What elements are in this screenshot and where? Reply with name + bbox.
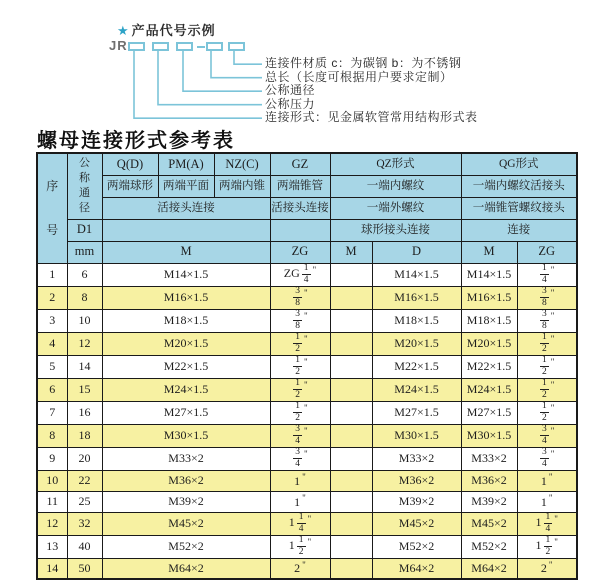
cell-qg-m: M18×1.5 [461,309,517,332]
cell-qg-m: M36×2 [461,470,517,491]
cell-m-thread: M14×1.5 [102,263,270,286]
cell-gz-zg: $\frac{1}{2}$ " [270,401,330,424]
cell-qg-zg: $\frac{1}{4}$ " [517,263,577,286]
header-q-desc: 两端球形 [102,175,158,197]
cell-seq: 8 [37,424,67,447]
header-qz-desc1: 一端内螺纹 [330,175,461,197]
cell-qz-d: M39×2 [372,491,461,512]
cell-dn-mm: 12 [67,332,102,355]
cell-m-thread: M30×1.5 [102,424,270,447]
cell-seq: 5 [37,355,67,378]
diagram-heading [117,20,216,39]
diagram-label-5: 连接形式：见金属软管常用结构形式表 [265,110,478,124]
cell-qg-m: M16×1.5 [461,286,517,309]
cell-dn-mm: 40 [67,535,102,558]
cell-qz-d: M18×1.5 [372,309,461,332]
cell-m-thread: M64×2 [102,558,270,579]
cell-gz-zg: $\frac{3}{4}$ " [270,424,330,447]
cell-seq: 1 [37,263,67,286]
cell-qg-zg: 1 $\frac{1}{2}$ " [517,535,577,558]
cell-seq: 6 [37,378,67,401]
header-joint-gz: 活接头连接 [270,197,330,219]
table-row [37,491,577,512]
star-icon: ★ [117,23,130,38]
cell-qg-m: M64×2 [461,558,517,579]
cell-qz-m [330,355,372,378]
cell-dn-mm: 18 [67,424,102,447]
diagram-heading-text: 产品代号示例 [131,23,216,38]
cell-qz-d: M45×2 [372,512,461,535]
cell-seq: 13 [37,535,67,558]
cell-dn-mm: 8 [67,286,102,309]
cell-qz-d: M16×1.5 [372,286,461,309]
cell-qz-m [330,401,372,424]
cell-qz-d: M33×2 [372,447,461,470]
cell-qg-zg: 1 " [517,491,577,512]
cell-gz-zg: $\frac{3}{8}$ " [270,309,330,332]
header-empty-gz [270,219,330,241]
cell-gz-zg: 1 " [270,491,330,512]
cell-dn-mm: 20 [67,447,102,470]
table-row [37,378,577,401]
header-qg-zg: ZG [517,241,577,263]
header-qg-m: M [461,241,517,263]
cell-qz-m [330,491,372,512]
cell-qz-m [330,263,372,286]
header-col-q: Q(D) [102,153,158,175]
header-col-gz: GZ [270,153,330,175]
header-gz-desc: 两端锥管 [270,175,330,197]
header-qz-connect: 球形接头连接 [330,219,461,241]
header-qg-connect: 连接 [461,219,577,241]
table-row [37,424,577,447]
header-qg-desc1: 一端内螺纹活接头 [461,175,577,197]
cell-qg-zg: 2 " [517,558,577,579]
table-row [37,535,577,558]
table-row [37,332,577,355]
cell-qg-zg: $\frac{1}{2}$ " [517,355,577,378]
code-prefix: JR [109,38,128,53]
cell-qg-zg: $\frac{3}{4}$ " [517,424,577,447]
cell-dn-mm: 22 [67,470,102,491]
cell-seq: 11 [37,491,67,512]
diagram-label-1: 连接件材质 c：为碳钢 b：为不锈钢 [265,56,462,70]
header-col-qz: QZ形式 [330,153,461,175]
header-pm-desc: 两端平面 [158,175,214,197]
table-row [37,558,577,579]
code-box-2 [152,42,169,51]
cell-seq: 3 [37,309,67,332]
cell-gz-zg: 2 " [270,558,330,579]
code-box-3 [176,42,193,51]
table-row [37,512,577,535]
diagram-label-3: 公称通径 [265,83,316,97]
cell-qg-zg: 1 $\frac{1}{4}$ " [517,512,577,535]
cell-qz-m [330,332,372,355]
table-row [37,355,577,378]
cell-dn-mm: 15 [67,378,102,401]
cell-seq: 4 [37,332,67,355]
cell-qz-d: M36×2 [372,470,461,491]
cell-seq: 7 [37,401,67,424]
cell-m-thread: M16×1.5 [102,286,270,309]
cell-qg-m: M30×1.5 [461,424,517,447]
table-row [37,470,577,491]
cell-qg-zg: $\frac{3}{4}$ " [517,447,577,470]
cell-m-thread: M33×2 [102,447,270,470]
cell-gz-zg: ZG $\frac{1}{4}$ " [270,263,330,286]
code-box-1 [128,42,145,51]
header-qz-m: M [330,241,372,263]
diagram-labels [265,57,478,125]
header-seq: 序号 [37,153,67,263]
table-row [37,447,577,470]
code-box-5 [228,42,245,51]
cell-qg-zg: $\frac{1}{2}$ " [517,378,577,401]
cell-qz-d: M30×1.5 [372,424,461,447]
header-nominal-diameter: 公称通径 [67,153,102,219]
cell-qz-m [330,512,372,535]
cell-qg-m: M33×2 [461,447,517,470]
cell-qz-m [330,470,372,491]
cell-qz-m [330,535,372,558]
cell-qg-m: M24×1.5 [461,378,517,401]
cell-m-thread: M45×2 [102,512,270,535]
cell-m-thread: M39×2 [102,491,270,512]
cell-qz-m [330,378,372,401]
table-row [37,263,577,286]
header-qz-desc2: 一端外螺纹 [330,197,461,219]
cell-qz-d: M22×1.5 [372,355,461,378]
cell-qz-d: M52×2 [372,535,461,558]
diagram-label-4: 公称压力 [265,96,316,111]
cell-dn-mm: 50 [67,558,102,579]
cell-gz-zg: 1 $\frac{1}{4}$ " [270,512,330,535]
cell-gz-zg: $\frac{3}{4}$ " [270,447,330,470]
cell-qz-d: M14×1.5 [372,263,461,286]
cell-qz-m [330,424,372,447]
cell-gz-zg: $\frac{1}{2}$ " [270,355,330,378]
cell-gz-zg: $\frac{1}{2}$ " [270,332,330,355]
header-d1: D1 [67,219,102,241]
table-title: 螺母连接形式参考表 [37,130,235,152]
cell-qg-zg: $\frac{1}{2}$ " [517,401,577,424]
cell-gz-zg: $\frac{1}{2}$ " [270,378,330,401]
cell-seq: 10 [37,470,67,491]
cell-dn-mm: 6 [67,263,102,286]
header-m-span: M [102,241,270,263]
table-row [37,286,577,309]
cell-qg-m: M27×1.5 [461,401,517,424]
header-qz-d: D [372,241,461,263]
reference-table [36,152,578,580]
cell-qg-zg: $\frac{1}{2}$ " [517,332,577,355]
diagram-label-2: 总长（长度可根据用户要求定制） [265,69,453,84]
cell-seq: 14 [37,558,67,579]
cell-qz-m [330,558,372,579]
cell-gz-zg: $\frac{3}{8}$ " [270,286,330,309]
header-nz-desc: 两端内锥 [214,175,270,197]
cell-qz-m [330,286,372,309]
table-body [37,263,577,579]
cell-seq: 2 [37,286,67,309]
cell-seq: 9 [37,447,67,470]
cell-m-thread: M52×2 [102,535,270,558]
header-col-qg: QG形式 [461,153,577,175]
cell-dn-mm: 16 [67,401,102,424]
cell-m-thread: M27×1.5 [102,401,270,424]
cell-qz-m [330,447,372,470]
cell-qz-d: M20×1.5 [372,332,461,355]
cell-gz-zg: 1 $\frac{1}{2}$ " [270,535,330,558]
cell-qg-m: M14×1.5 [461,263,517,286]
header-joint-left: 活接头连接 [102,197,270,219]
cell-m-thread: M20×1.5 [102,332,270,355]
cell-m-thread: M22×1.5 [102,355,270,378]
cell-qg-zg: $\frac{3}{8}$ " [517,286,577,309]
table-header [37,153,577,263]
table-row [37,309,577,332]
cell-qg-m: M20×1.5 [461,332,517,355]
cell-qg-zg: $\frac{3}{8}$ " [517,309,577,332]
cell-qz-d: M24×1.5 [372,378,461,401]
cell-qg-m: M52×2 [461,535,517,558]
cell-dn-mm: 32 [67,512,102,535]
cell-qz-d: M27×1.5 [372,401,461,424]
cell-gz-zg: 1 " [270,470,330,491]
table-row [37,401,577,424]
code-box-4 [206,42,223,51]
cell-qg-m: M22×1.5 [461,355,517,378]
header-mm: mm [67,241,102,263]
cell-qz-m [330,309,372,332]
cell-dn-mm: 14 [67,355,102,378]
cell-qz-d: M64×2 [372,558,461,579]
header-qg-desc2: 一端锥管螺纹接头 [461,197,577,219]
cell-dn-mm: 10 [67,309,102,332]
header-col-pm: PM(A) [158,153,214,175]
cell-dn-mm: 25 [67,491,102,512]
cell-m-thread: M36×2 [102,470,270,491]
cell-qg-zg: 1 " [517,470,577,491]
header-zg-gz: ZG [270,241,330,263]
cell-m-thread: M18×1.5 [102,309,270,332]
header-col-nz: NZ(C) [214,153,270,175]
cell-qg-m: M45×2 [461,512,517,535]
cell-m-thread: M24×1.5 [102,378,270,401]
header-empty-left [102,219,270,241]
cell-qg-m: M39×2 [461,491,517,512]
code-dash [197,46,205,48]
cell-seq: 12 [37,512,67,535]
